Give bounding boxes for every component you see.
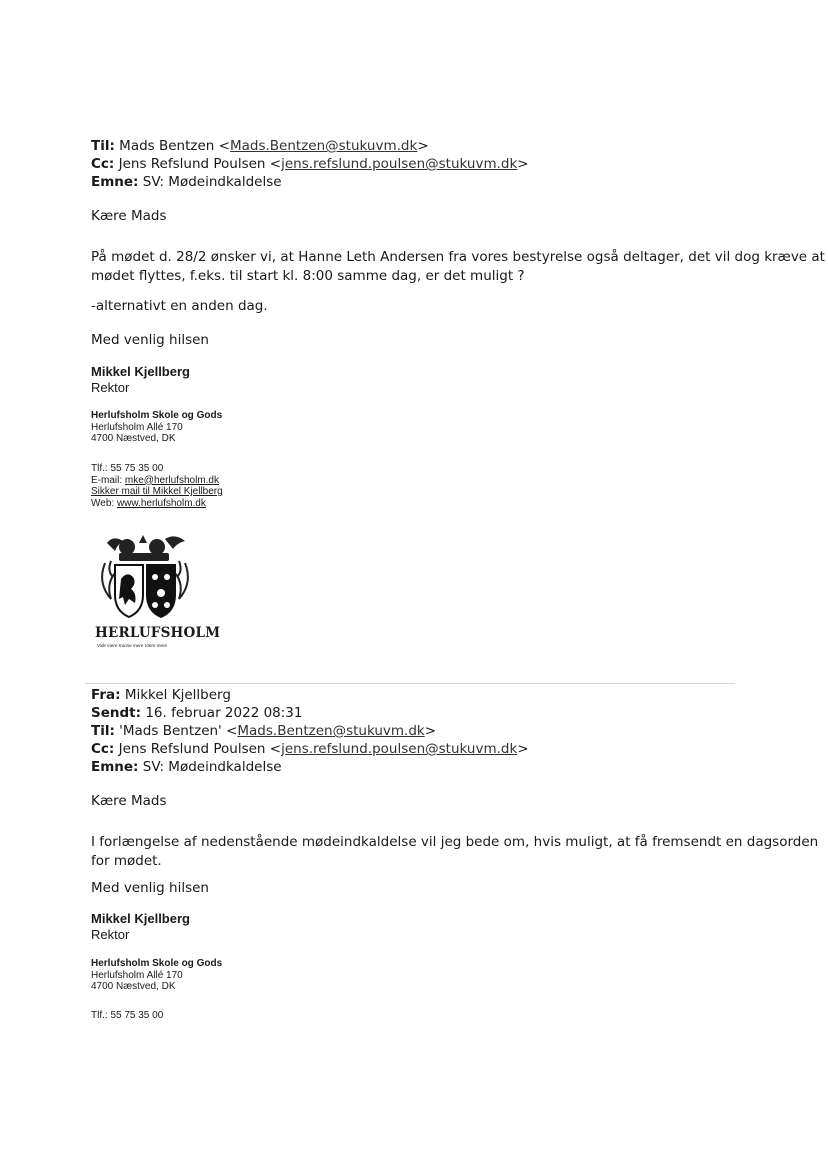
email2-org: [91, 958, 222, 993]
org-street: Herlufsholm Allé 170: [91, 969, 183, 981]
email2-to-line: [91, 722, 529, 740]
email-link[interactable]: mke@herlufsholm.dk: [124, 474, 219, 486]
subject-value: SV: Mødeindkaldelse: [142, 759, 282, 775]
phone: Tlf.: 55 75 35 00: [91, 1010, 164, 1021]
email1-contact: [91, 463, 223, 509]
email1-subject-line: [91, 173, 529, 191]
email2-body-line1: I forlængelse af nedenstående mødeindkaldelse vil jeg bede om, hvis muligt, at få fremsendt en dagsorden: [91, 834, 819, 850]
signature-name: Mikkel Kjellberg: [91, 364, 190, 379]
cc-name: Jens Refslund Poulsen <: [118, 156, 282, 172]
herlufsholm-logo: [95, 533, 221, 648]
org-name: Herlufsholm Skole og Gods: [91, 958, 223, 969]
email1-header: [91, 137, 529, 191]
email1-cc-line: [91, 155, 529, 173]
cc-email-link[interactable]: jens.refslund.poulsen@stukuvm.dk: [281, 156, 518, 172]
org-street: Herlufsholm Allé 170: [91, 421, 183, 433]
email2-cc-line: [91, 740, 529, 758]
email2-from-line: [91, 686, 529, 704]
web-link[interactable]: www.herlufsholm.dk: [116, 497, 206, 509]
email1-signature: [91, 364, 190, 396]
to-label: Til:: [91, 138, 115, 154]
web-line: [91, 498, 223, 510]
sent-value: 16. februar 2022 08:31: [145, 705, 303, 721]
cc-email-link[interactable]: jens.refslund.poulsen@stukuvm.dk: [281, 741, 518, 757]
signature-title: Rektor: [91, 927, 130, 942]
to-name: Mads Bentzen <: [119, 138, 230, 154]
subject-label: Emne:: [91, 174, 139, 190]
org-city: 4700 Næstved, DK: [91, 981, 176, 992]
phone: Tlf.: 55 75 35 00: [91, 463, 164, 474]
org-city: 4700 Næstved, DK: [91, 433, 176, 444]
to-label: Til:: [91, 723, 115, 739]
logo-wordmark: HERLUFSHOLM: [95, 625, 221, 641]
cc-close: >: [517, 156, 529, 172]
cc-label: Cc:: [91, 156, 115, 172]
logo-tagline: Vide mere Kunne mere Være mere: [97, 643, 167, 648]
to-name: 'Mads Bentzen' <: [119, 723, 238, 739]
email2-body: [91, 833, 818, 871]
quoted-divider: [85, 683, 735, 684]
org-name: Herlufsholm Skole og Gods: [91, 410, 223, 421]
email2-header: [91, 686, 529, 776]
email1-body2: -alternativt en anden dag.: [91, 298, 268, 314]
sent-label: Sendt:: [91, 705, 142, 721]
email1-closing: Med venlig hilsen: [91, 332, 209, 348]
email1-org: [91, 410, 222, 445]
email2-greeting: Kære Mads: [91, 793, 167, 809]
email2-closing: Med venlig hilsen: [91, 880, 209, 896]
subject-label: Emne:: [91, 759, 139, 775]
signature-title: Rektor: [91, 380, 130, 395]
email1-greeting: Kære Mads: [91, 208, 167, 224]
email2-sent-line: [91, 704, 529, 722]
signature-name: Mikkel Kjellberg: [91, 911, 190, 926]
from-value: Mikkel Kjellberg: [124, 687, 231, 703]
secure-mail-line: [91, 486, 223, 498]
coat-of-arms-icon: [95, 533, 195, 623]
web-label: Web:: [91, 497, 117, 509]
email2-contact: [91, 1010, 163, 1022]
to-email-link[interactable]: Mads.Bentzen@stukuvm.dk: [229, 138, 418, 154]
from-label: Fra:: [91, 687, 121, 703]
email2-subject-line: [91, 758, 529, 776]
secure-mail-link[interactable]: Sikker mail til Mikkel Kjellberg: [91, 486, 223, 497]
to-close: >: [424, 723, 437, 739]
subject-value: SV: Mødeindkaldelse: [142, 174, 282, 190]
to-close: >: [417, 138, 429, 154]
email2-signature: [91, 911, 190, 943]
cc-close: >: [517, 741, 529, 757]
email-line: [91, 475, 223, 487]
email-label: E-mail:: [91, 474, 125, 486]
email1-to-line: [91, 137, 529, 155]
email2-body-line2: for mødet.: [91, 853, 162, 869]
to-email-link[interactable]: Mads.Bentzen@stukuvm.dk: [237, 723, 425, 739]
email1-body-line2: mødet flyttes, f.eks. til start kl. 8:00 samme dag, er det muligt ?: [91, 268, 525, 284]
cc-label: Cc:: [91, 741, 115, 757]
cc-name: Jens Refslund Poulsen <: [118, 741, 282, 757]
email1-body: [91, 248, 825, 286]
email1-body-line1: På mødet d. 28/2 ønsker vi, at Hanne Leth Andersen fra vores bestyrelse også deltager, det vil dog kræve at: [91, 249, 825, 265]
